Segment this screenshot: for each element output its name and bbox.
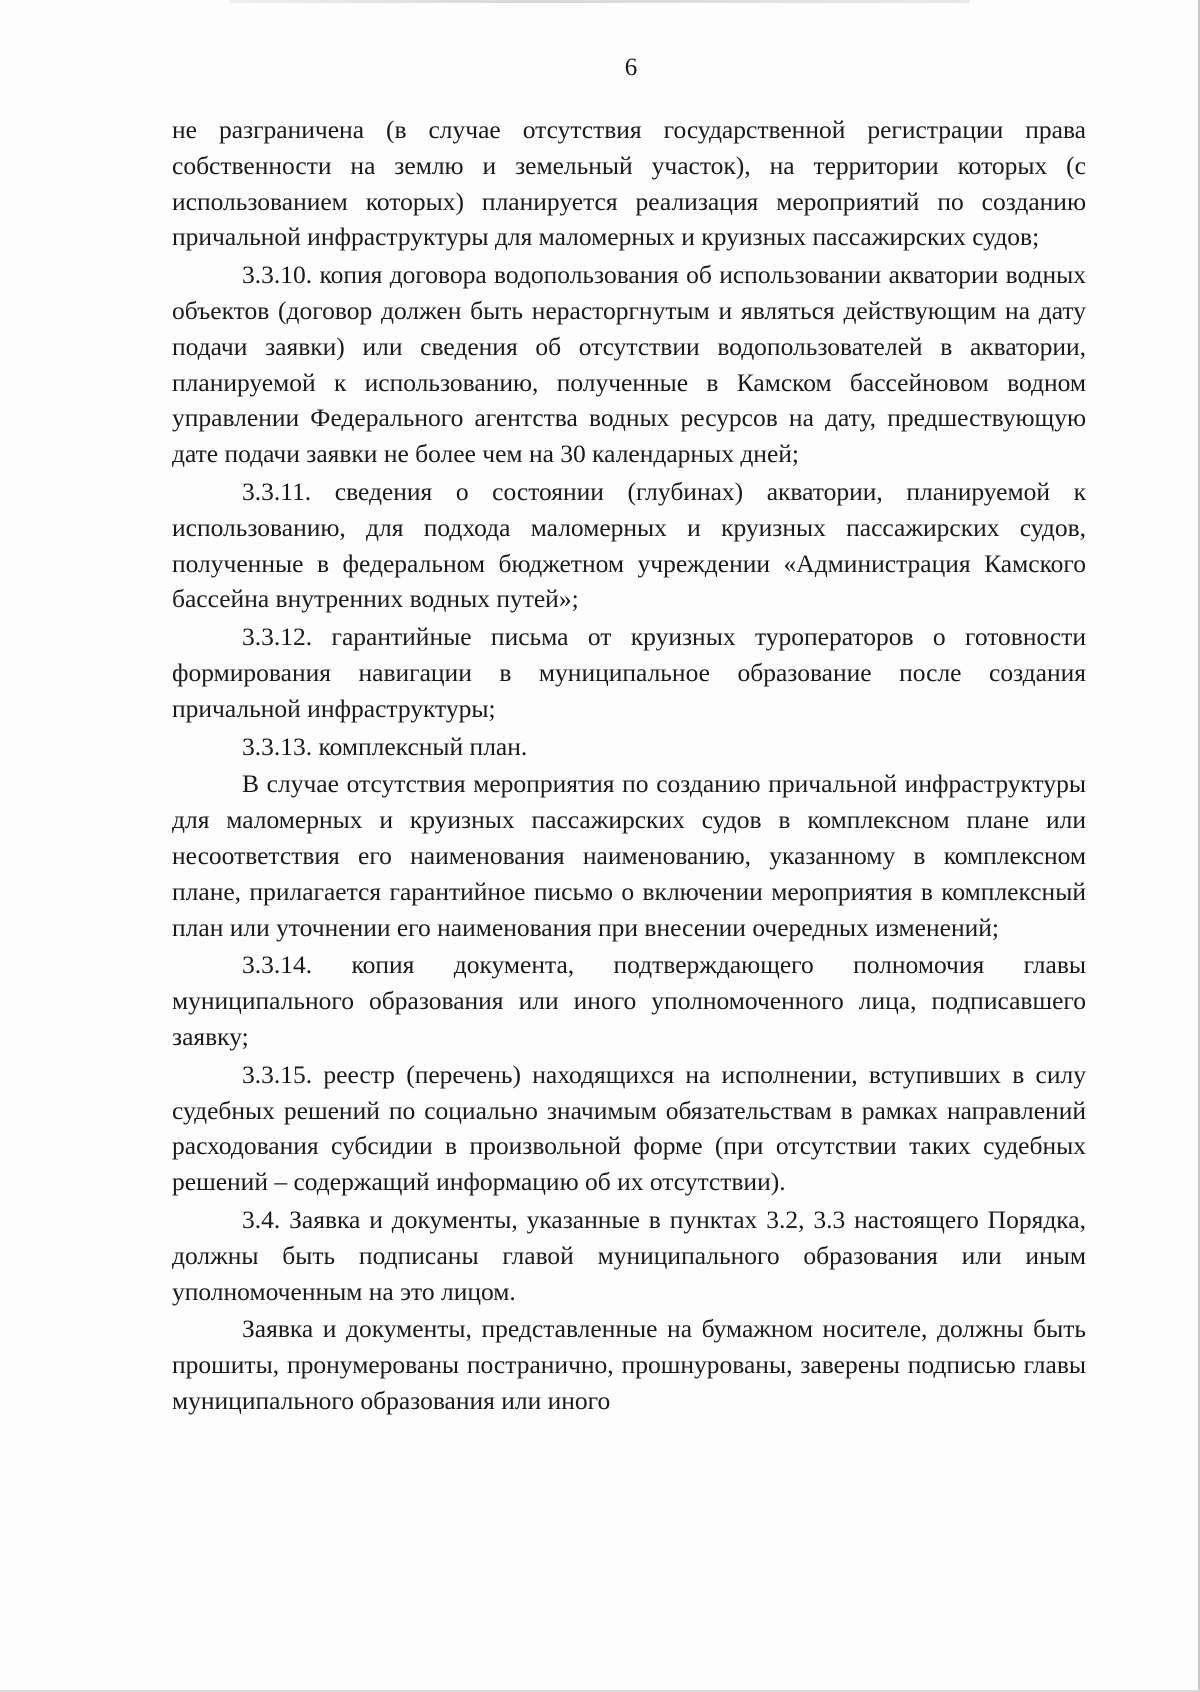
paragraph-3-3-12: 3.3.12. гарантийные письма от круизных туроператоров о готовности формирования навигации в муниципальное образование после создания причальной инфраструктуры; (172, 622, 1086, 723)
paragraph-3-3-10: 3.3.10. копия договора водопользования об использовании акватории водных объектов (договор должен быть нерасторгнутым и являться действующим на дату подачи заявки) или сведения об отсутствии водопользователей в акватории, планируемой к использованию, полученные в Камском бассейновом водном управлении Федерального агентства водных ресурсов на дату, предшествующую дате подачи заявки не более чем на 30 календарных дней; (172, 260, 1086, 469)
paragraph-3-3-13: 3.3.13. комплексный план. (242, 731, 528, 761)
scan-edge-top (230, 0, 970, 3)
paragraph-3-4: 3.4. Заявка и документы, указанные в пунктах 3.2, 3.3 настоящего Порядка, должны быть подписаны главой муниципального образования или иным уполномоченным на это лицом. (172, 1204, 1086, 1306)
paragraph-continuation: не разграничена (в случае отсутствия государственной регистрации права собственности на землю и земельный участок), на территории которых (с использованием которых) планируется реализация мероприятий по созданию причальной инфраструктуры для маломерных и круизных пассажирских судов; (172, 115, 1086, 252)
paragraph-3-3-14: 3.3.14. копия документа, подтверждающего полномочия главы муниципального образования или иного уполномоченного лица, подписавшего заявку; (172, 950, 1086, 1051)
paragraph-missing-measure: В случае отсутствия мероприятия по созданию причальной инфраструктуры для маломерных и круизных пассажирских судов в комплексном плане или несоответствия его наименования наименованию, указанному в комплексном плане, прилагается гарантийное письмо о включении мероприятия в комплексный план или уточнении его наименования при внесении очередных изменений; (172, 769, 1086, 942)
paragraph-paper-documents: Заявка и документы, представленные на бумажном носителе, должны быть прошиты, пронумерованы постранично, прошнурованы, заверены подписью главы муниципального образования или иного (172, 1314, 1086, 1415)
paragraph-3-3-11: 3.3.11. сведения о состоянии (глубинах) акватории, планируемой к использованию, для подхода маломерных и круизных пассажирских судов, полученные в федеральном бюджетном учреждении «Администрация Камского бассейна внутренних водных путей»; (172, 476, 1086, 614)
document-body (172, 112, 1086, 1419)
paragraph-3-3-15: 3.3.15. реестр (перечень) находящихся на исполнении, вступивших в силу судебных решений по социально значимым обязательствам в рамках направлений расходования субсидии в произвольной форме (при отсутствии таких судебных решений – содержащий информацию об их отсутствии). (172, 1059, 1086, 1197)
page-number: 6 (624, 54, 638, 81)
